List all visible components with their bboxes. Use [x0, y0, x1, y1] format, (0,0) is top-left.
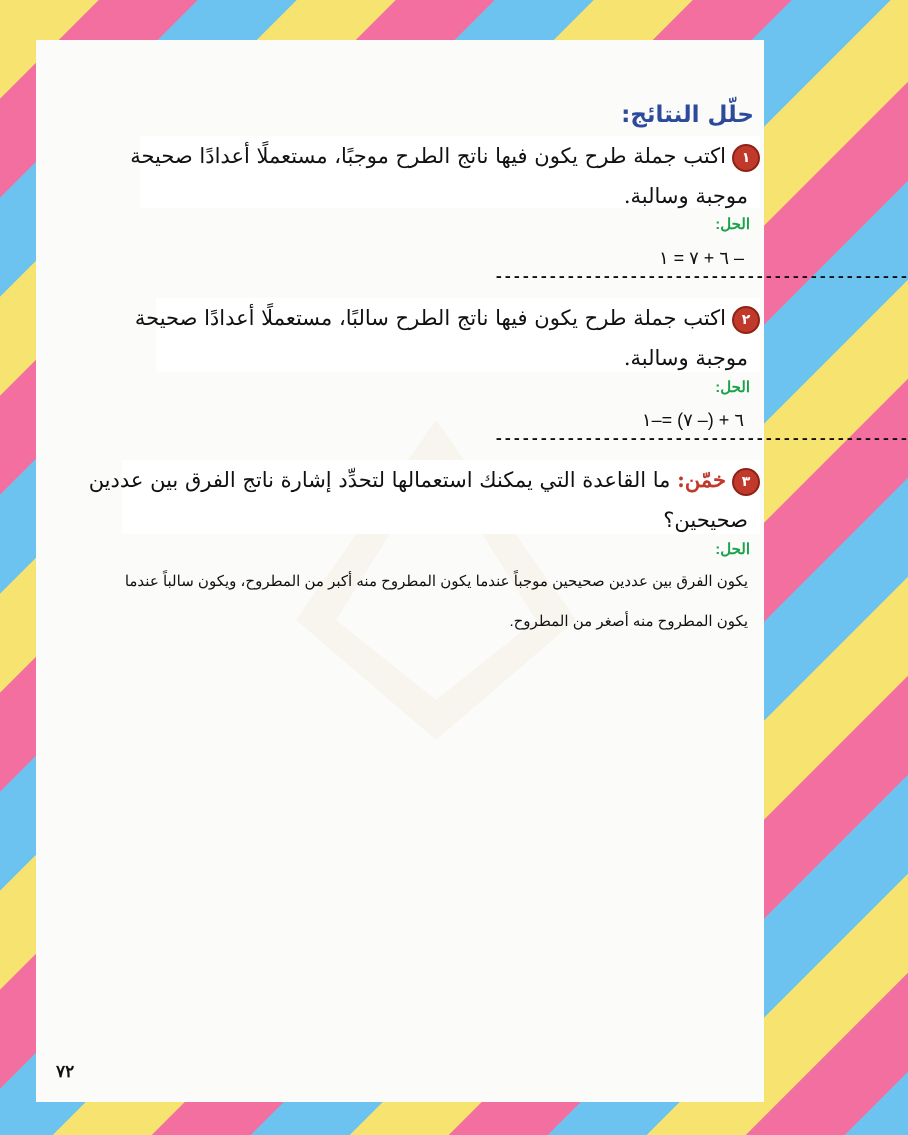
question-2 — [134, 298, 760, 372]
answer-3-line-2: يكون المطروح منه أصغر من المطروح. — [509, 613, 748, 630]
page-number: ٧٢ — [56, 1062, 75, 1081]
section-heading: حلّل النتائج: — [621, 102, 754, 128]
question-3-text: ما القاعدة التي يمكنك استعمالها لتحدِّد إشارة ناتج الفرق بين عددين — [88, 468, 671, 492]
solution-label-1: الحل: — [715, 216, 750, 233]
answer-1: – ٦ + ٧ = ١ — [658, 248, 744, 268]
question-number-badge: ٢ — [732, 306, 760, 334]
question-2-line-2: موجبة وسالبة. — [623, 346, 748, 370]
separator-1: ---------------------------------------------- — [494, 268, 908, 286]
question-1 — [130, 136, 760, 208]
question-2-text: اكتب جملة طرح يكون فيها ناتج الطرح سالبًا، مستعملًا أعدادًا صحيحة — [134, 306, 726, 330]
answer-3-line-1: يكون الفرق بين عددين صحيحين موجباً عندما يكون المطروح منه أكبر من المطروح، ويكون سالباً عندما — [124, 573, 748, 590]
question-number-badge: ٣ — [732, 468, 760, 496]
question-3-line-1 — [88, 460, 760, 500]
solution-label-3: الحل: — [715, 541, 750, 558]
question-1-line-2: موجبة وسالبة. — [623, 184, 748, 208]
separator-2: ---------------------------------------------- — [494, 430, 908, 448]
answer-2: ٦ + (– ٧) =–١ — [641, 410, 744, 430]
question-number-badge: ١ — [732, 144, 760, 172]
guess-label: خمّن: — [677, 467, 726, 492]
question-3 — [88, 460, 760, 534]
question-3-line-2: صحيحين؟ — [663, 508, 748, 532]
question-1-text: اكتب جملة طرح يكون فيها ناتج الطرح موجبًا، مستعملًا أعدادًا صحيحة — [130, 144, 726, 168]
question-1-line-1 — [130, 136, 760, 176]
question-2-line-1 — [134, 298, 760, 338]
answer-3-paragraph — [72, 562, 748, 642]
solution-label-2: الحل: — [715, 379, 750, 396]
